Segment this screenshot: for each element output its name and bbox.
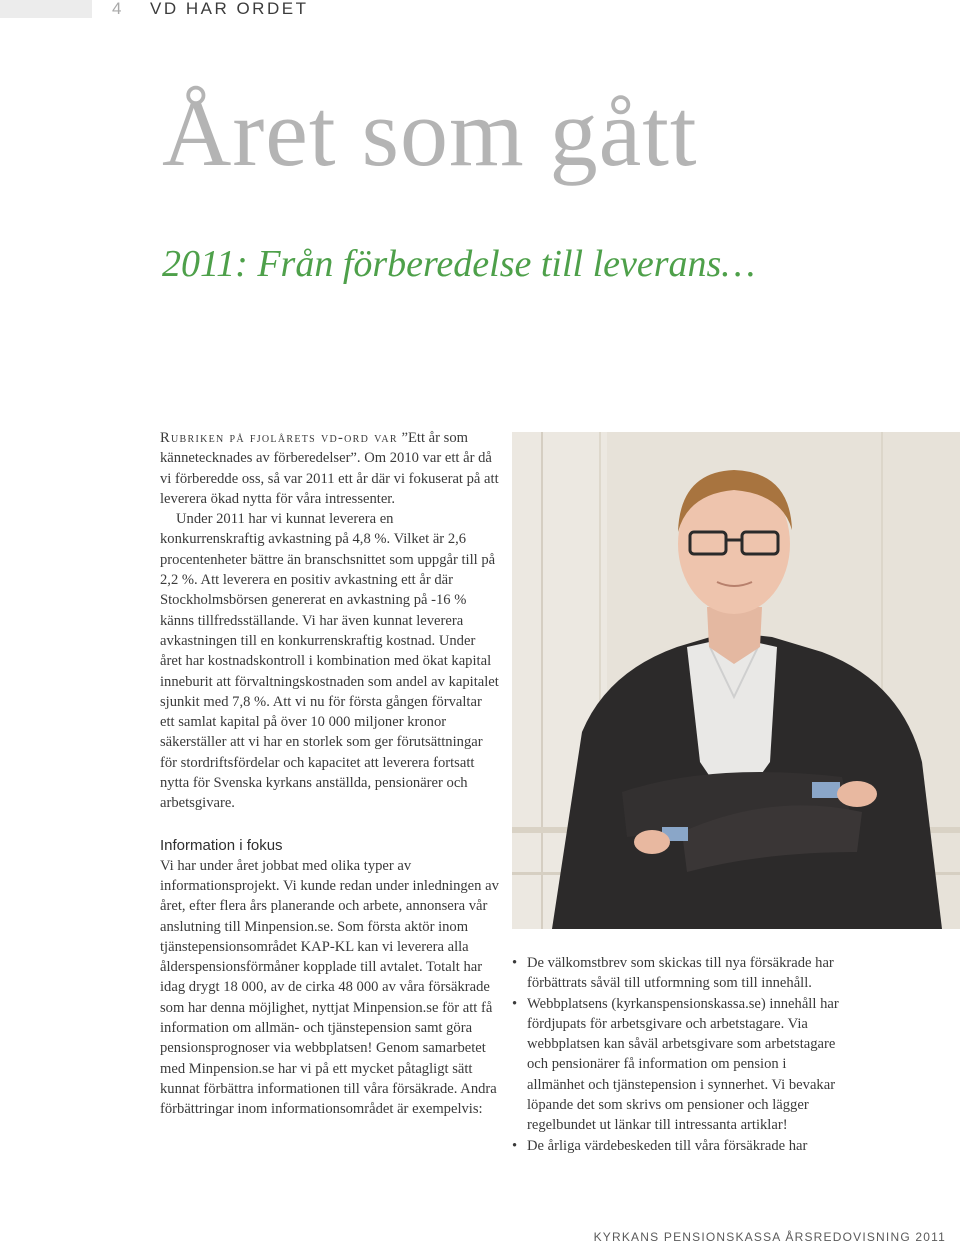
page-footer: KYRKANS PENSIONSKASSA ÅRSREDOVISNING 2011 <box>593 1230 946 1244</box>
list-item: • Webbplatsens (kyrkanspensionskassa.se) innehåll har fördjupats för arbetsgivare och arbetstagare. Via webbplatsen kan såväl arbetsgivare som arbetstagare och pensionärer få information om pension i allmänhet och tjänstepension i synnerhet. Vi bevakar löpande det som skrivs om pensioner och lägger regelbundet ut länkar till intressanta artiklar! <box>512 994 842 1136</box>
page-subtitle: 2011: Från förberedelse till leverans… <box>162 243 756 285</box>
header-bar <box>0 0 92 18</box>
left-column <box>160 428 500 1120</box>
portrait-photo <box>512 432 960 929</box>
page-title: Året som gått <box>162 79 698 186</box>
intro-paragraph <box>160 428 500 509</box>
body-paragraph: Under 2011 har vi kunnat leverera en konkurrenskraftig avkastning på 4,8 %. Vilket är 2,6 procentenheter bättre än branschsnittet som uppgår till på 2,2 %. Att leverera en positiv avkastning ett år där Stockholmsbörsen genererat en avkastning på -16 % känns tillfredsställande. Vi har även kunnat leverera avkastningen till en konkurrenskraftig kostnad. Under året har kostnadskontroll i kombination med ökat kapital inneburit att förvaltningskostnaden som andel av kapitalet sjunkit med 7,8 %. Att vi nu för första gången förvaltar ett samlat kapital på över 10 000 miljoner kronor säkerställer att vi har en storlek som ger förutsättningar för stordriftsfördelar och kapacitet att leverera fortsatt nytta för Svenska kyrkans anställda, pensionärer och arbetsgivare. <box>160 511 499 812</box>
intro-lead: Rubriken på fjolårets vd-ord var <box>160 430 398 446</box>
list-item: • De välkomstbrev som skickas till nya försäkrade har förbättrats såväl till utformning som till innehåll. <box>512 953 842 994</box>
right-column <box>512 953 842 1156</box>
section-label: VD HAR ORDET <box>150 0 309 18</box>
info-heading: Information i fokus <box>160 836 283 854</box>
info-paragraph: Vi har under året jobbat med olika typer av informationsprojekt. Vi kunde redan under inledningen av året, efter flera års planerande och arbete, annonsera vår anslutning till Minpension.se. Som första aktör inom tjänstepensionsområdet KAP-KL kan vi leverera alla ålderspensionsförmåner kopplade till avtalet. Totalt har idag drygt 18 000, av de cirka 48 000 av våra försäkrade som har denna möjlighet, nyttjat Minpension.se för att få information om allmän- och tjänstepension samt göra pensionsprognoser via webbplatsen! Genom samarbetet med Minpension.se har vi på ett mycket påtagligt sätt kunnat förbättra informationen till våra försäkrade. Andra förbättringar inom informationsområdet är exempelvis: <box>160 857 499 1118</box>
page-number: 4 <box>112 0 122 18</box>
improvement-list <box>512 953 842 1156</box>
portrait-illustration <box>512 432 960 929</box>
list-item: • De årliga värdebeskeden till våra försäkrade har <box>512 1136 842 1156</box>
intro-lead-rest: ”Ett år som kännetecknades av förberedelser”. Om 2010 var ett år då vi förberedde oss, så var 2011 ett år där vi fokuserat på att leverera ökad nytta för våra intressenter. <box>160 430 499 507</box>
